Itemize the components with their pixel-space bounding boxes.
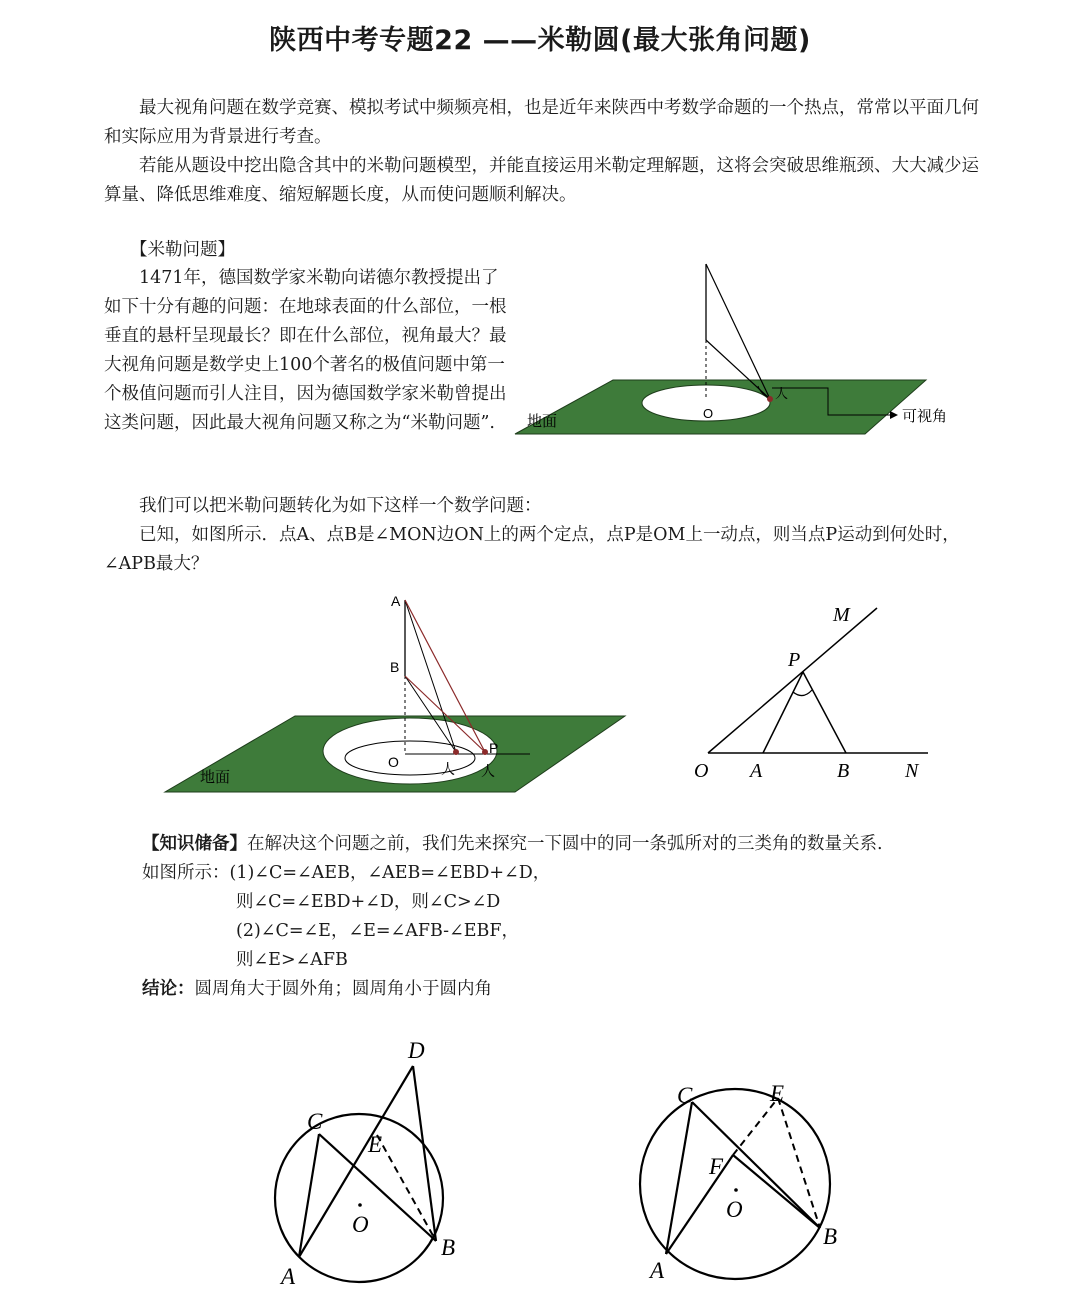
label-a: A	[650, 1258, 665, 1283]
label-a: A	[391, 593, 401, 609]
label-c: C	[307, 1109, 323, 1134]
knowledge-line-3: (2)∠C=∠E，∠E=∠AFB-∠EBF，	[236, 921, 520, 941]
transform-line-2: 已知，如图所示．点A、点B是∠MON边ON上的两个定点，点P是OM上一动点，则当点P运动到何处时，	[139, 525, 960, 545]
knowledge-heading: 【知识储备】	[142, 834, 247, 854]
label-e: E	[368, 1132, 383, 1157]
intro-paragraph-1: 最大视角问题在数学竞赛、模拟考试中频频亮相，也是近年来陕西中考数学命题的一个热点，常常以平面几何和实际应用为背景进行考查。	[104, 98, 979, 147]
arrow-head	[890, 411, 898, 419]
conclusion-text: 圆周角大于圆外角；圆周角小于圆内角	[194, 979, 492, 999]
label-b: B	[390, 659, 400, 675]
label-person-inner: 人	[441, 761, 455, 777]
label-view-angle: 可视角	[902, 408, 948, 425]
figure-circle-interior	[630, 1070, 860, 1295]
label-o: O	[726, 1197, 743, 1222]
conclusion-line	[142, 975, 492, 1004]
label-person-p: 人	[481, 763, 495, 779]
segment-pb	[803, 672, 846, 753]
knowledge-line-2: 则∠C=∠EBD+∠D，则∠C>∠D	[236, 892, 501, 912]
label-e: E	[770, 1081, 785, 1106]
miller-heading: 【米勒问题】	[130, 240, 235, 260]
label-a: A	[281, 1264, 296, 1289]
transform-line-3: ∠APB最大？	[104, 554, 209, 574]
label-o: O	[694, 760, 709, 782]
knowledge-line	[142, 830, 1002, 859]
knowledge-line-1: 如图所示：(1)∠C=∠AEB，∠AEB=∠EBD+∠D，	[142, 863, 551, 883]
knowledge-line-4: 则∠E>∠AFB	[236, 950, 348, 970]
figure-circle-exterior	[260, 1030, 490, 1295]
label-b: B	[441, 1235, 456, 1260]
figure-pole-ground	[510, 258, 970, 448]
segment-db	[413, 1066, 436, 1241]
segment-pa	[763, 672, 803, 753]
label-a: A	[750, 760, 763, 782]
center-dot	[358, 1203, 362, 1207]
inner-point	[453, 749, 459, 755]
page-title: 陕西中考专题22 ——米勒圆(最大张角问题)	[269, 25, 811, 56]
label-ground: 地面	[200, 769, 231, 786]
label-m: M	[833, 604, 850, 626]
segment-fb	[733, 1155, 820, 1228]
label-b: B	[823, 1224, 838, 1249]
center-dot	[734, 1188, 738, 1192]
label-ground: 地面	[527, 413, 558, 430]
ray-om	[708, 608, 877, 753]
label-o: O	[388, 754, 399, 770]
label-c: C	[677, 1083, 693, 1108]
segment-eb-dashed	[377, 1135, 436, 1241]
label-o: O	[703, 406, 714, 421]
knowledge-text: 在解决这个问题之前，我们先来探究一下圆中的同一条弧所对的三类角的数量关系.	[247, 834, 883, 854]
label-o: O	[352, 1212, 369, 1237]
miller-text: 1471年，德国数学家米勒向诺德尔教授提出了如下十分有趣的问题：在地球表面的什么部位，一根垂直的悬杆呈现最长？即在什么部位，视角最大？最大视角问题是数学史上100个著名的极值问题中第一个极值问题而引人注目，因为德国数学家米勒曾提出这类问题，因此最大视角问题又称之为“米勒问题”.	[104, 268, 507, 433]
point-p	[482, 749, 488, 755]
transform-line-1: 我们可以把米勒问题转化为如下这样一个数学问题：	[139, 496, 542, 516]
figure-ground-apb	[160, 586, 640, 801]
label-p: P	[489, 740, 499, 756]
segment-fe-dashed	[733, 1098, 778, 1155]
label-d: D	[408, 1038, 425, 1063]
label-n: N	[905, 760, 919, 782]
figure-angle-mon	[690, 596, 940, 786]
label-f: F	[709, 1154, 724, 1179]
conclusion-label: 结论：	[142, 979, 195, 999]
label-p: P	[788, 649, 801, 671]
sight-line-top	[706, 264, 770, 399]
outer-circle	[323, 718, 497, 784]
label-b: B	[837, 760, 850, 782]
intro-paragraph-2: 若能从题设中挖出隐含其中的米勒问题模型，并能直接运用米勒定理解题，这将会突破思维瓶颈、大大减少运算量、降低思维难度、缩短解题长度，从而使问题顺利解决。	[104, 156, 979, 205]
label-person: 人	[775, 386, 789, 401]
segment-ac	[666, 1102, 692, 1254]
angle-arc	[793, 690, 812, 696]
